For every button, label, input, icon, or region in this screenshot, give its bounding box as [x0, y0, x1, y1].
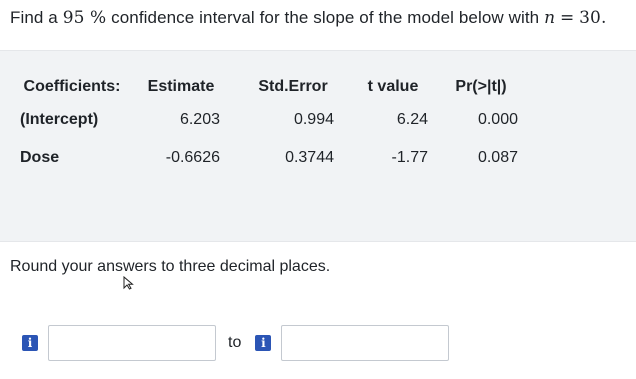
equals-sign: =: [559, 8, 575, 28]
t-value-cell: 6.24: [396, 111, 428, 128]
header-std-error: Std.Error: [258, 78, 328, 95]
confidence-level: 95 %: [62, 8, 107, 28]
table-header-row: [20, 73, 524, 101]
p-value-cell: 0.087: [477, 149, 518, 166]
t-value-cell: -1.77: [391, 149, 428, 166]
rounding-instructions: Round your answers to three decimal places.: [10, 258, 331, 275]
answer-row: [22, 325, 449, 361]
upper-bound-input[interactable]: [281, 325, 449, 361]
header-t-value: t value: [367, 78, 419, 95]
question-text: [10, 8, 606, 28]
lower-bound-input[interactable]: [48, 325, 216, 361]
header-p-value: Pr(>|t|): [455, 78, 507, 95]
info-icon[interactable]: i: [22, 335, 38, 351]
row-label: Dose: [20, 149, 60, 166]
header-estimate: Estimate: [147, 78, 215, 95]
p-value-cell: 0.000: [477, 111, 518, 128]
row-label: (Intercept): [20, 111, 99, 128]
to-label: to: [228, 334, 242, 351]
estimate-cell: 6.203: [179, 111, 220, 128]
std-error-cell: 0.994: [293, 111, 334, 128]
question-middle: confidence interval for the slope of the model below with: [111, 8, 540, 27]
regression-table: [20, 73, 524, 177]
table-row: [20, 139, 524, 177]
header-coefficients: Coefficients:: [23, 78, 121, 95]
mouse-pointer-icon: [122, 276, 136, 290]
regression-output-panel: [0, 50, 636, 242]
question-prefix: Find a: [10, 8, 58, 27]
info-icon[interactable]: i: [255, 335, 271, 351]
std-error-cell: 0.3744: [285, 149, 334, 166]
sample-size-value: 30.: [579, 8, 607, 28]
estimate-cell: -0.6626: [165, 149, 220, 166]
table-row: [20, 101, 524, 139]
sample-size-symbol: n: [544, 8, 556, 28]
